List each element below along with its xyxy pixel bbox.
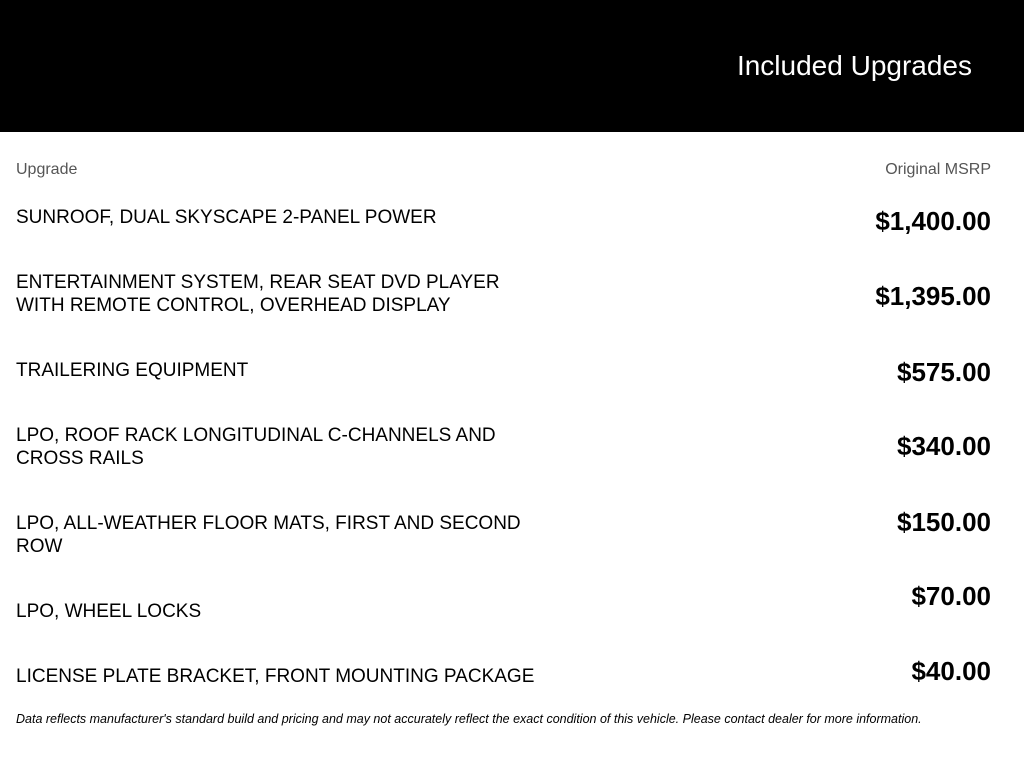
page-title: Included Upgrades: [736, 50, 972, 81]
upgrade-price: $575.00: [897, 357, 991, 387]
upgrade-price: $1,400.00: [875, 206, 991, 236]
upgrade-name: ENTERTAINMENT SYSTEM, REAR SEAT DVD PLAYER WITH REMOTE CONTROL, OVERHEAD DISPLAY: [16, 272, 500, 316]
upgrade-price: $1,395.00: [875, 281, 991, 311]
upgrade-price: $70.00: [911, 581, 991, 611]
upgrade-name: LICENSE PLATE BRACKET, FRONT MOUNTING PACKAGE: [16, 666, 535, 687]
upgrade-name: LPO, ROOF RACK LONGITUDINAL C-CHANNELS AND CROSS RAILS: [16, 425, 496, 469]
column-header-msrp: Original MSRP: [885, 161, 991, 178]
upgrade-name: SUNROOF, DUAL SKYSCAPE 2-PANEL POWER: [16, 207, 437, 228]
upgrade-name: TRAILERING EQUIPMENT: [16, 360, 249, 381]
upgrade-price: $40.00: [911, 656, 991, 686]
upgrade-name: LPO, WHEEL LOCKS: [16, 601, 202, 622]
upgrade-name: LPO, ALL-WEATHER FLOOR MATS, FIRST AND SECOND ROW: [16, 513, 521, 557]
page-header: [0, 0, 1024, 132]
upgrade-price: $340.00: [897, 431, 991, 461]
disclaimer-text: Data reflects manufacturer's standard build and pricing and may not accurately reflect the exact condition of this vehicle. Please contact dealer for more information.: [16, 712, 922, 726]
column-header-upgrade: Upgrade: [16, 161, 78, 178]
upgrade-price: $150.00: [897, 507, 991, 537]
